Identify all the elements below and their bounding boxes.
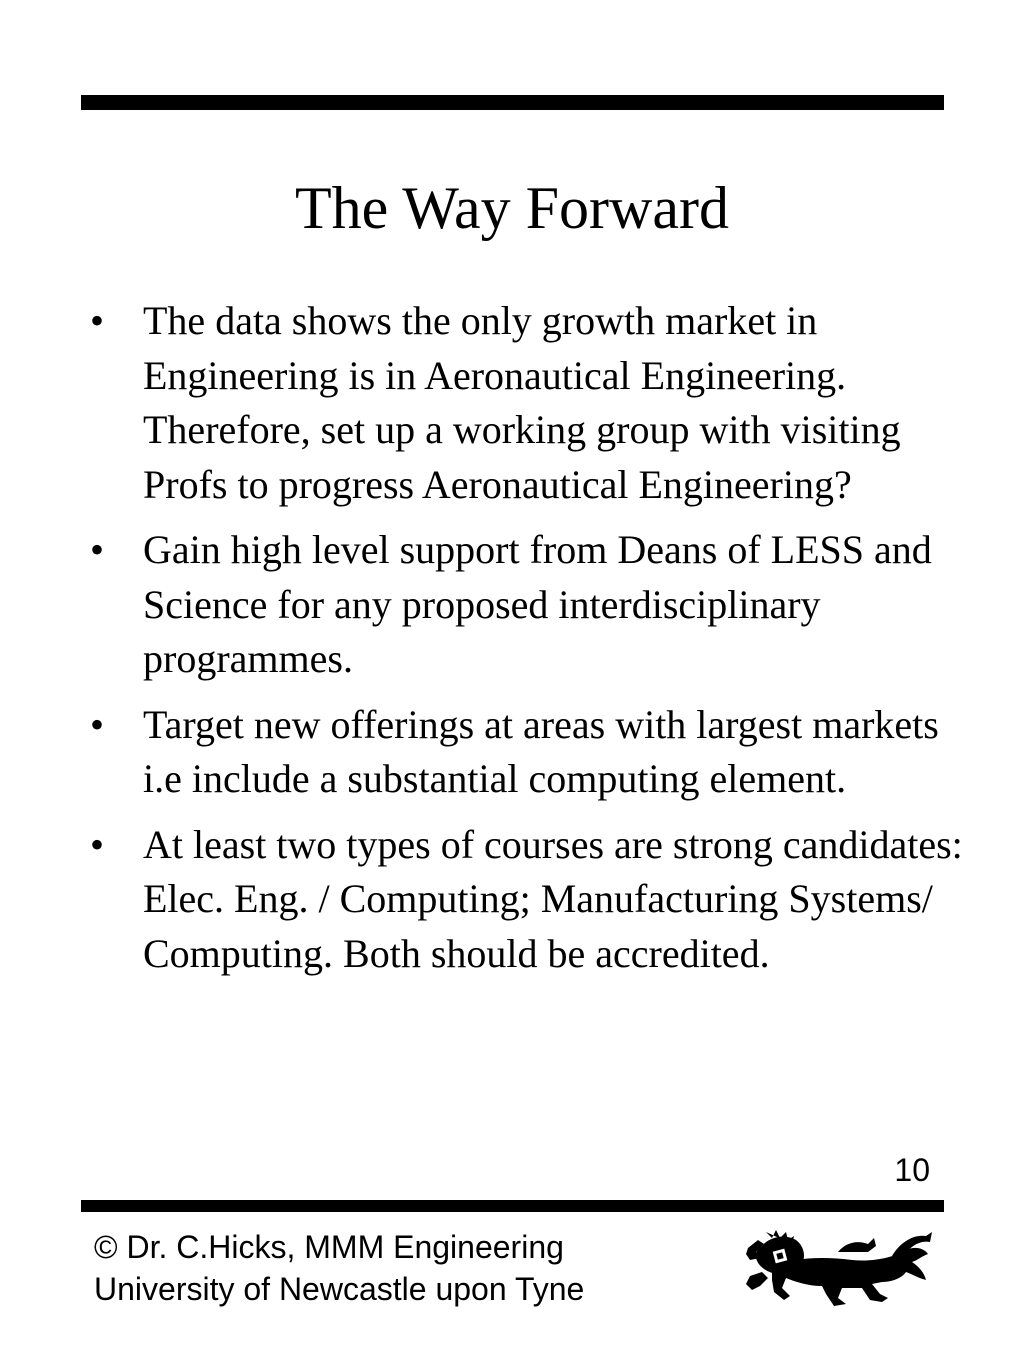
bullet-text: The data shows the only growth market in Engineering is in Aeronautical Engineering. Therefore, set up a working group with visiting Profs to progress Aeronautical Engineering? [143, 298, 901, 507]
bullet-dot: • [90, 821, 105, 867]
page-number: 10 [894, 1152, 930, 1188]
bullet-text: Target new offerings at areas with largest markets i.e include a substantial computing element. [143, 701, 939, 801]
footer-line-university: University of Newcastle upon Tyne [94, 1271, 585, 1307]
heraldic-lions-logo-icon [742, 1228, 934, 1308]
bullet-item [0, 294, 1024, 512]
bullet-dot: • [90, 527, 105, 572]
bullet-item [0, 818, 1024, 982]
bullet-dot: • [90, 701, 105, 747]
slide-title: The Way Forward [295, 175, 729, 241]
footer-credit [94, 1226, 584, 1310]
top-rule [81, 95, 944, 110]
bottom-rule [81, 1200, 944, 1212]
bullet-item [0, 698, 1024, 807]
bullet-text: At least two types of courses are strong candidates: Elec. Eng. / Computing; Manufacturing Systems/ Computing. Both should be accredited. [143, 821, 963, 976]
bullet-item [0, 523, 1024, 687]
footer-line-author: © Dr. C.Hicks, MMM Engineering [94, 1229, 564, 1265]
bullet-list [0, 294, 1024, 992]
bullet-dot: • [90, 298, 105, 343]
bullet-text: Gain high level support from Deans of LESS and Science for any proposed interdisciplinary programmes. [143, 527, 932, 681]
